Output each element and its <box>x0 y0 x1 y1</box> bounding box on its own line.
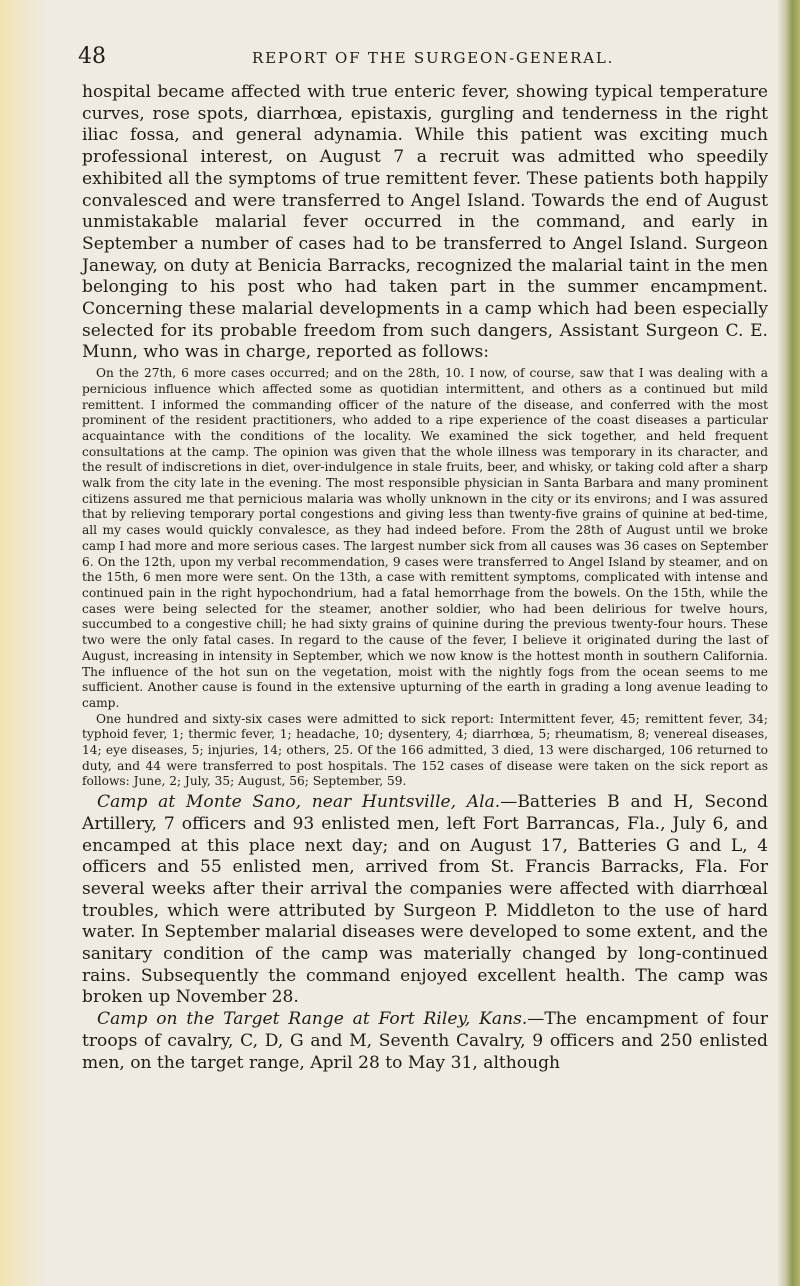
monte-sano-text: —Batteries B and H, Second Artillery, 7 officers and 93 enlisted men, left Fort Barrancas, Fla., July 6, and encamped at this place next day; and on August 17, Batteries G and L, 4 officers and 55 enlisted men, arrived from St. Francis Barracks, Fla. For several weeks after their arrival the companies were affected with diarrhœal troubles, which were attributed by Surgeon P. Middleton to the use of hard water. In September malarial diseases were developed to some extent, and the sanitary condition of the camp was materially changed by long-continued rains. Subsequently the command enjoyed excellent health. The camp was broken up November 28. <box>82 792 768 1008</box>
quoted-report-paragraph-2: One hundred and sixty-six cases were admitted to sick report: Intermittent fever, 45; remittent fever, 34; typhoid fever, 1; thermic fever, 1; headache, 10; dysentery, 4; diarrhœa, 5; rheumatism, 8; venereal diseases, 14; eye diseases, 5; injuries, 14; others, 25. Of the 166 admitted, 3 died, 13 were discharged, 106 returned to duty, and 44 were transferred to post hospitals. The 152 cases of disease were taken on the sick report as follows: June, 2; July, 35; August, 56; September, 59. <box>82 711 768 789</box>
quoted-report-paragraph-1: On the 27th, 6 more cases occurred; and on the 28th, 10. I now, of course, saw that I was dealing with a pernicious influence which affected some as quotidian intermittent, and others as a continued but mild remittent. I informed the commanding officer of the nature of the disease, and conferred with the most prominent of the resident practitioners, who added to a ripe experience of the coast diseases a particular acquaintance with the conditions of the locality. We examined the sick together, and held frequent consultations at the camp. The opinion was given that the whole illness was temporary in its character, and the result of indiscretions in diet, over-indulgence in stale fruits, beer, and whisky, or taking cold after a sharp walk from the city late in the evening. The most responsible physician in Santa Barbara and many prominent citizens assured me that pernicious malaria was wholly unknown in the city or its environs; and I was assured that by relieving temporary portal congestions and giving less than twenty-five grains of quinine at bed-time, all my cases would quickly convalesce, as they had indeed before. From the 28th of August until we broke camp I had more and more serious cases. The largest number sick from all causes was 36 cases on September 6. On the 12th, upon my verbal recommendation, 9 cases were transferred to Angel Island by steamer, and on the 15th, 6 men more were sent. On the 13th, a case with remittent symptoms, complicated with intense and continued pain in the right hypochondrium, had a fatal hemorrhage from the bowels. On the 15th, while the cases were being selected for the steamer, another soldier, who had been delirious for twelve hours, succumbed to a congestive chill; he had sixty grains of quinine during the previous twenty-four hours. These two were the only fatal cases. In regard to the cause of the fever, I believe it originated during the last of August, increasing in intensity in September, which we now know is the hottest month in southern California. The influence of the hot sun on the vegetation, moist with the nightly fogs from the ocean seems to me sufficient. Another cause is found in the extensive upturning of the earth in grading a long avenue leading to camp. <box>82 366 768 710</box>
running-title: REPORT OF THE SURGEON-GENERAL. <box>252 49 615 67</box>
page-header <box>78 44 768 82</box>
body-paragraph-1: hospital became affected with true enteric fever, showing typical temperature curves, rose spots, diarrhœa, epistaxis, gurgling and tenderness in the right iliac fossa, and general adynamia. While this patient was exciting much professional interest, on August 7 a recruit was admitted who speedily exhibited all the symptoms of true remittent fever. These patients both happily convalesced and were transferred to Angel Island. Towards the end of August unmistakable malarial fever occurred in the command, and early in September a number of cases had to be transferred to Angel Island. Surgeon Janeway, on duty at Benicia Barracks, recognized the malarial taint in the men belonging to his post who had taken part in the summer encampment. Concerning these malarial developments in a camp which had been especially selected for its probable freedom from such dangers, Assistant Surgeon C. E. Munn, who was in charge, reported as follows: <box>82 82 768 363</box>
document-page <box>78 44 768 1074</box>
page-gutter-shadow <box>0 0 48 1286</box>
book-edge <box>778 0 800 1286</box>
fort-riley-text: —The encampment of four troops of cavalry, C, D, G and M, Seventh Cavalry, 9 officers and 250 enlisted men, on the target range, April 28 to May 31, although <box>82 1009 768 1073</box>
section-heading-fort-riley: Camp on the Target Range at Fort Riley, Kans. <box>97 1009 528 1030</box>
section-heading-monte-sano: Camp at Monte Sano, near Huntsville, Ala. <box>97 792 501 813</box>
page-number: 48 <box>78 44 106 69</box>
body-paragraph-3 <box>82 1009 768 1074</box>
body-paragraph-2 <box>82 792 768 1009</box>
